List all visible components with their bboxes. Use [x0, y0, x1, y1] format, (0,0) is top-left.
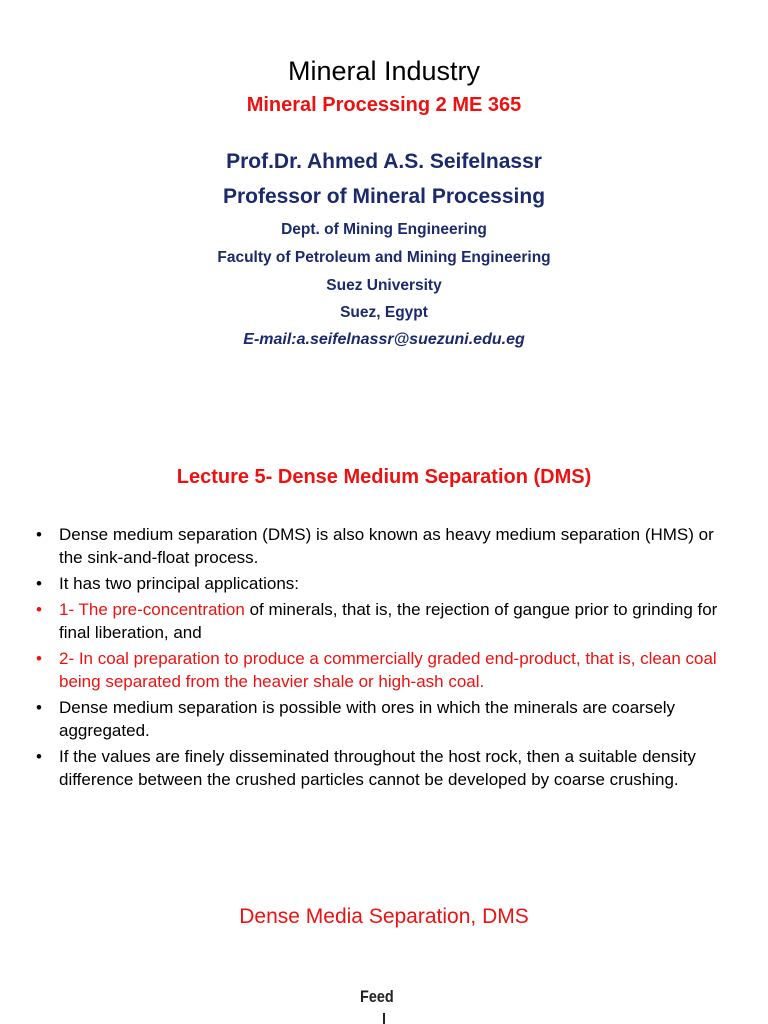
author-university: Suez University: [326, 277, 442, 294]
bullet-text-highlight: 2- In coal preparation to produce a commercially graded end-product, that is, clean coal being separated from the heavier shale or high-ash coal.: [59, 649, 717, 691]
author-department: Dept. of Mining Engineering: [281, 221, 487, 238]
bullet-item: [36, 696, 736, 742]
bullet-item: [36, 745, 736, 791]
bullet-text: Dense medium separation (DMS) is also known as heavy medium separation (HMS) or the sink-and-float process.: [59, 525, 714, 567]
document-title: Mineral Industry: [287, 56, 481, 86]
feed-label: Feed: [360, 987, 394, 1006]
bullet-text: of minerals, that is, the rejection of gangue prior to grinding for final liberation, and: [59, 600, 718, 642]
feed-arrow-line: [383, 1013, 385, 1024]
bullet-text: If the values are finely disseminated throughout the host rock, then a suitable density difference between the crushed particles cannot be developed by coarse crushing.: [59, 747, 696, 789]
author-email: E-mail:a.seifelnassr@suezuni.edu.eg: [243, 331, 525, 348]
bullet-dot: •: [36, 649, 42, 668]
bullet-item: [36, 572, 736, 595]
course-code: Mineral Processing 2 ME 365: [246, 94, 522, 116]
author-name: Prof.Dr. Ahmed A.S. Seifelnassr: [226, 150, 542, 173]
bullet-dot: •: [36, 698, 42, 717]
bullet-dot: •: [36, 747, 42, 766]
bullet-dot: •: [36, 525, 42, 544]
bullet-item: [36, 647, 736, 693]
bullet-item: [36, 598, 736, 644]
bullet-dot: •: [36, 600, 42, 619]
bullet-item: [36, 523, 736, 569]
section-title: Dense Media Separation, DMS: [239, 905, 529, 928]
bullet-text: Dense medium separation is possible with ores in which the minerals are coarsely aggregated.: [59, 698, 676, 740]
author-role: Professor of Mineral Processing: [222, 185, 546, 208]
author-location: Suez, Egypt: [340, 304, 428, 321]
bullet-text-highlight: 1- The pre-concentration: [59, 600, 245, 619]
bullet-list: [36, 523, 736, 794]
author-faculty: Faculty of Petroleum and Mining Engineering: [217, 249, 551, 266]
bullet-dot: •: [36, 574, 42, 593]
bullet-text: It has two principal applications:: [59, 574, 300, 593]
lecture-title: Lecture 5- Dense Medium Separation (DMS): [176, 466, 592, 488]
